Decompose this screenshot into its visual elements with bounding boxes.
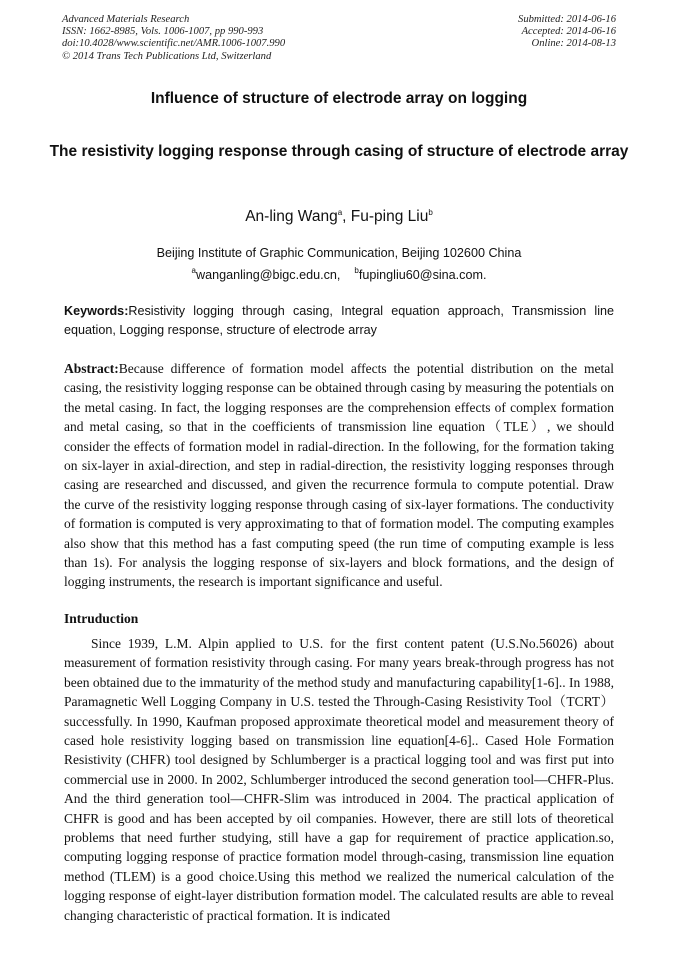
introduction-paragraph: Since 1939, L.M. Alpin applied to U.S. for the first content patent (U.S.No.56026) about measurement of formation resistivity through casing. For many years break-through progress has not been obtained due to the immaturity of the method study and manufacturing capability[1-6].. In 1988, Paramagnetic Well Logging Company in U.S. tested the Through-Casing Resistivity Tool（TCRT）successfully. In 1990, Kaufman proposed approximate theoretical model and measurement theory of cased hole resistivity logging based on transmission line equation[4-6].. Cased Hole Formation Resistivity (CHFR) tool designed by Schlumberger is a practical logging tool and was first put into commercial use in 2000. In 2002, Schlumberger introduced the second generation tool—CHFR-Plus. And the third generation tool—CHFR-Slim was introduced in 2004. The practical application of CHFR is good and has been accepted by oil companies. However, there are still lots of theoretical problems that need further studying, still have a gap for requirement of practice application.so, computing logging response of practice formation model through-casing, transmission line equation method (TLEM) is a good choice.Using this method we realized the numerical calculation of the logging response of eight-layer distribution formation model. The calculated results are able to reveal changing characteristic of practical formation. It is indicated (64, 636, 614, 923)
author-affil-mark: b (428, 208, 433, 217)
section-heading: Intruduction (64, 611, 139, 626)
accepted-date: Accepted: 2014-06-16 (521, 26, 616, 38)
author-affil-mark: a (337, 208, 343, 217)
abstract-text: Because difference of formation model affects the potential distribution on the metal casing, the resistivity logging response can be obtained through casing by measuring the potentials on the metal casing. In fact, the logging responses are the comprehension effects of complex formation and metal casing, so that in the coefficients of transmission line equation（TLE）, we should consider the effects of formation model in radial-direction. In the following, for the formation taking on six-layer in axial-direction, and step in radial-direction, the resistivity logging responses through casing are researched and discussed, and given the recurrence formula to compute potential. Draw the curve of the resistivity logging response through casing of six-layer formations. The conductivity of formation is computed is very approximating to that of formation model. The computing examples also show that this method has a fast computing speed (the run time of computing example is less than 1s). For analysis the logging response of six-layers and block formations, and the design of logging instruments, the research is important significance and useful. (64, 361, 615, 590)
author-name: Fu-ping Liu (350, 208, 429, 225)
email-link[interactable]: fupingliu60@sina.com. (358, 268, 487, 282)
keywords-label: Keywords: (64, 304, 129, 318)
paper-title: Influence of structure of electrode array on logging (150, 90, 528, 107)
journal-doi: doi:10.4028/www.scientific.net/AMR.1006-1007.990 (62, 38, 286, 50)
author-separator: , (342, 208, 351, 225)
abstract-label: Abstract: (64, 361, 119, 376)
paper-subtitle: The resistivity logging response through casing of structure of electrode array (49, 143, 629, 160)
email-link[interactable]: wanganling@bigc.edu.cn, (195, 268, 341, 282)
submitted-date: Submitted: 2014-06-16 (518, 14, 616, 25)
journal-issn: ISSN: 1662-8985, Vols. 1006-1007, pp 990-993 (62, 26, 264, 38)
author-line (40, 208, 638, 226)
journal-header-right (518, 14, 616, 51)
keywords-text: Resistivity logging through casing, Integral equation approach, Transmission line equation, Logging response, structure of electrode array (64, 304, 614, 337)
keywords-block (64, 302, 614, 340)
author-name: An-ling Wang (245, 208, 338, 225)
email-mark: b (354, 266, 359, 275)
journal-header-left (62, 14, 285, 63)
abstract-block (64, 359, 614, 592)
journal-name: Advanced Materials Research (62, 14, 190, 25)
affiliation: Beijing Institute of Graphic Communication, Beijing 102600 China (156, 246, 522, 260)
journal-copyright: © 2014 Trans Tech Publications Ltd, Switzerland (62, 50, 272, 62)
online-date: Online: 2014-08-13 (531, 38, 616, 50)
email-mark: a (191, 266, 196, 275)
email-line (40, 268, 638, 282)
